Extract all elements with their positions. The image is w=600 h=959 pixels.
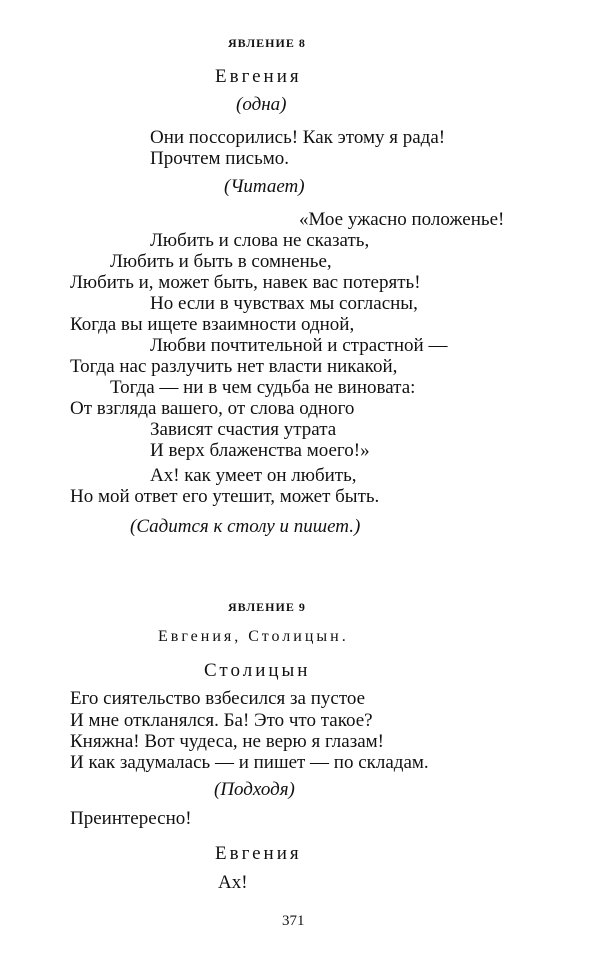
- verse-line: Ах!: [218, 872, 248, 893]
- letter-line: Когда вы ищете взаимности одной,: [70, 314, 355, 335]
- letter-line: Тогда — ни в чем судьба не виновата:: [110, 377, 416, 398]
- verse-line: Но мой ответ его утешит, может быть.: [70, 486, 380, 507]
- speaker-evgenia: Евгения: [215, 843, 302, 864]
- verse-line: Прочтем письмо.: [150, 148, 290, 169]
- letter-line: «Мое ужасно положенье!: [299, 209, 505, 230]
- letter-line: Любить и быть в сомненье,: [110, 251, 332, 272]
- letter-line: И верх блаженства моего!»: [150, 440, 370, 461]
- letter-line: Любить и слова не сказать,: [150, 230, 370, 251]
- verse-line: Княжна! Вот чудеса, не верю я глазам!: [70, 731, 385, 752]
- stage-direction-sits: (Садится к столу и пишет.): [130, 516, 361, 537]
- stage-direction-approaching: (Подходя): [214, 779, 295, 800]
- speaker-evgenia: Евгения: [215, 66, 302, 87]
- letter-line: Любви почтительной и страстной —: [150, 335, 448, 356]
- scene-characters: Евгения, Столицын.: [158, 628, 349, 645]
- speaker-stolitsyn: Столицын: [204, 660, 311, 681]
- verse-line: Его сиятельство взбесился за пустое: [70, 688, 366, 709]
- verse-line: Преинтересно!: [70, 808, 192, 829]
- stage-direction-reads: (Читает): [224, 176, 305, 197]
- verse-line: Ах! как умеет он любить,: [150, 465, 357, 486]
- letter-line: Тогда нас разлучить нет власти никакой,: [70, 356, 398, 377]
- letter-line: Зависят счастия утрата: [150, 419, 337, 440]
- letter-line: Любить и, может быть, навек вас потерять!: [70, 272, 421, 293]
- verse-line: И как задумалась — и пишет — по складам.: [70, 752, 429, 773]
- scene-8-heading: ЯВЛЕНИЕ 8: [228, 36, 306, 50]
- stage-direction-alone: (одна): [236, 94, 287, 115]
- letter-line: От взгляда вашего, от слова одного: [70, 398, 355, 419]
- letter-line: Но если в чувствах мы согласны,: [150, 293, 418, 314]
- page-number: 371: [282, 913, 305, 929]
- verse-line: И мне откланялся. Ба! Это что такое?: [70, 710, 373, 731]
- verse-line: Они поссорились! Как этому я рада!: [150, 127, 446, 148]
- scene-9-heading: ЯВЛЕНИЕ 9: [228, 600, 306, 614]
